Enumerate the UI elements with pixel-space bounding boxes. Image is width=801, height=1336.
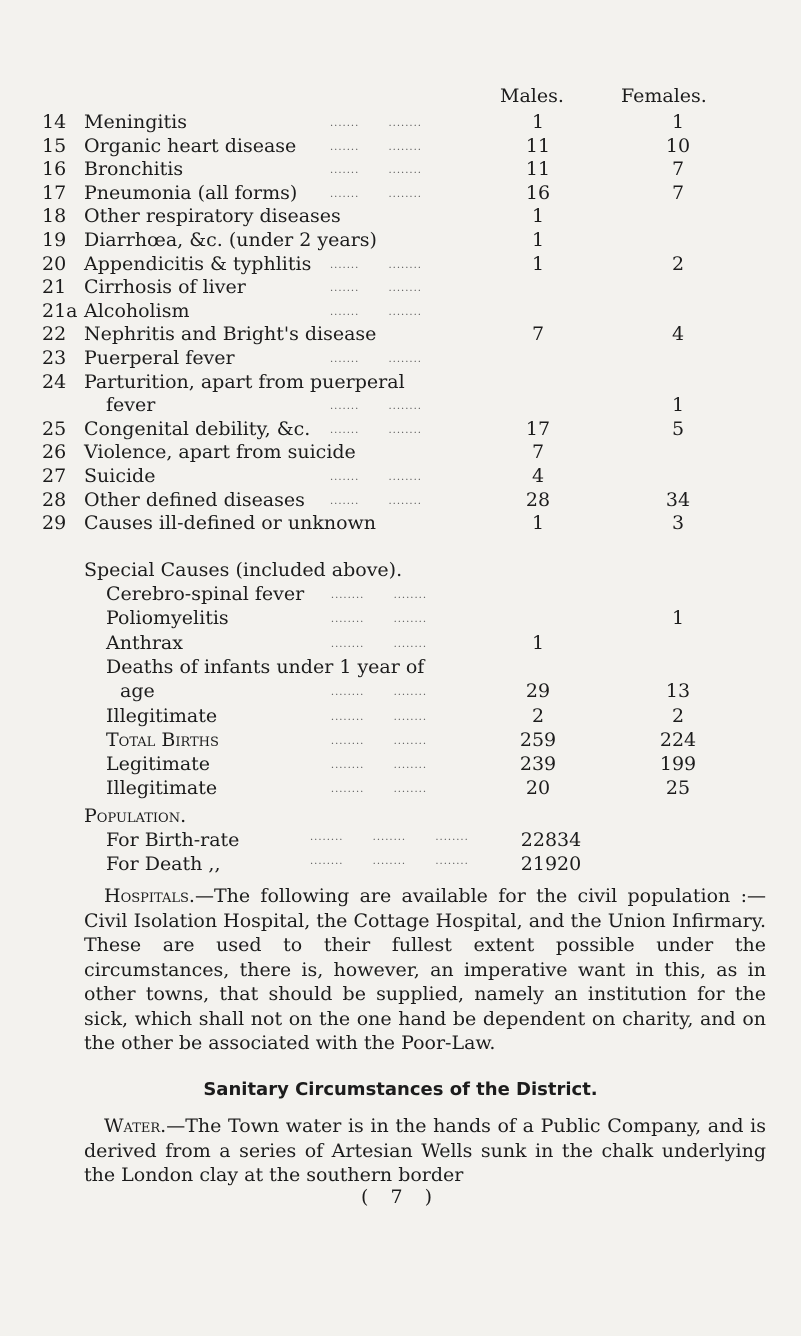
leader-dots: ........ ........ [310, 784, 428, 795]
row-number: 17 [42, 182, 67, 204]
table-row [0, 776, 801, 800]
death-rate-label: For Death ,, [106, 853, 221, 875]
row-label: Puerperal fever [84, 347, 235, 369]
females-value: 7 [671, 182, 685, 204]
males-value: 17 [525, 418, 551, 440]
row-label: fever [106, 394, 156, 416]
water-text: —The Town water is in the hands of a Public Company, and is derived from a series of Artesian Wells sunk in the chalk underlying the London clay at the southern border [84, 1115, 766, 1186]
table-row [0, 511, 801, 535]
row-label: Deaths of infants under 1 year of [106, 656, 425, 678]
page-number: ( 7 ) [361, 1186, 440, 1208]
row-number: 14 [42, 111, 67, 133]
row-number: 27 [42, 465, 67, 487]
females-value: 199 [659, 753, 697, 775]
males-value: 20 [525, 777, 551, 799]
females-value: 2 [671, 253, 685, 275]
leader-dots: ....... ........ [330, 401, 422, 412]
leader-dots: ....... ........ [330, 354, 422, 365]
hospitals-lead: Hospitals. [104, 885, 195, 907]
row-label: Violence, apart from suicide [84, 441, 356, 463]
table-row [0, 275, 801, 299]
males-value: 2 [531, 705, 545, 727]
females-value: 25 [665, 777, 691, 799]
row-label: Legitimate [106, 753, 211, 775]
row-number: 22 [42, 323, 67, 345]
row-label: Other respiratory diseases [84, 205, 341, 227]
row-label: Other defined diseases [84, 489, 305, 511]
table-row [0, 655, 801, 679]
leader-dots: ....... ........ [330, 496, 422, 507]
males-value: 1 [531, 512, 545, 534]
males-value: 1 [531, 229, 545, 251]
birth-rate-label: For Birth-rate [106, 829, 240, 851]
section-heading: Sanitary Circumstances of the District. [203, 1079, 598, 1100]
row-label: Cirrhosis of liver [84, 276, 246, 298]
males-value: 1 [531, 253, 545, 275]
males-value: 259 [519, 729, 557, 751]
table-row [0, 606, 801, 630]
leader-dots: ........ ........ ........ [310, 832, 469, 843]
females-value: 3 [671, 512, 685, 534]
males-value: 28 [525, 489, 551, 511]
row-label: Total Births [106, 729, 219, 751]
row-label: Poliomyelitis [106, 607, 229, 629]
leader-dots: ....... ........ [330, 189, 422, 200]
table-row [0, 752, 801, 776]
males-value: 1 [531, 632, 545, 654]
table-row [0, 440, 801, 464]
row-label: age [120, 680, 155, 702]
leader-dots: ....... ........ [330, 307, 422, 318]
males-value: 7 [531, 441, 545, 463]
row-number: 15 [42, 135, 67, 157]
table-row [0, 464, 801, 488]
row-label: Parturition, apart from puerperal [84, 371, 405, 393]
row-label: Illegitimate [106, 777, 218, 799]
row-number: 18 [42, 205, 67, 227]
leader-dots: ........ ........ [310, 736, 428, 747]
row-number: 19 [42, 229, 67, 251]
males-value: 11 [525, 158, 551, 180]
row-number: 20 [42, 253, 67, 275]
table-row [0, 181, 801, 205]
leader-dots: ........ ........ [310, 639, 428, 650]
row-label: Congenital debility, &c. [84, 418, 311, 440]
females-value: 1 [671, 111, 685, 133]
leader-dots: ....... ........ [330, 425, 422, 436]
table-row [0, 728, 801, 752]
males-value: 1 [531, 111, 545, 133]
leader-dots: ....... ........ [330, 283, 422, 294]
leader-dots: ....... ........ [330, 142, 422, 153]
table-row [0, 134, 801, 158]
females-value: 1 [671, 607, 685, 629]
females-value: 4 [671, 323, 685, 345]
leader-dots: ....... ........ [330, 165, 422, 176]
leader-dots: ........ ........ [310, 687, 428, 698]
table-row [0, 299, 801, 323]
table-row [0, 370, 801, 394]
table-row [0, 679, 801, 703]
row-number: 23 [42, 347, 67, 369]
leader-dots: ....... ........ [330, 118, 422, 129]
table-row [0, 110, 801, 134]
table-row [0, 346, 801, 370]
row-number: 16 [42, 158, 67, 180]
males-value: 4 [531, 465, 545, 487]
row-label: Pneumonia (all forms) [84, 182, 298, 204]
hospitals-paragraph [84, 884, 766, 1056]
leader-dots: ....... ........ [330, 260, 422, 271]
females-value: 2 [671, 705, 685, 727]
row-number: 26 [42, 441, 67, 463]
row-label: Appendicitis & typhlitis [84, 253, 312, 275]
females-value: 13 [665, 680, 691, 702]
females-value: 1 [671, 394, 685, 416]
row-number: 21 [42, 276, 67, 298]
table-row [0, 228, 801, 252]
water-lead: Water. [104, 1115, 167, 1137]
females-value: 224 [659, 729, 697, 751]
males-value: 239 [519, 753, 557, 775]
row-number: 29 [42, 512, 67, 534]
hospitals-text: —The following are available for the civil population :—Civil Isolation Hospital, the Cottage Hospital, and the Union Infirmary. These are used to their fullest extent possible under the circumstances, there is, however, an imperative want in this, as in other towns, that should be supplied, namely an institution for the sick, which shall not on the one hand be dependent on charity, and on the other be associated with the Poor-Law. [84, 885, 766, 1054]
males-value: 7 [531, 323, 545, 345]
males-value: 16 [525, 182, 551, 204]
row-number: 28 [42, 489, 67, 511]
row-number: 25 [42, 418, 67, 440]
leader-dots: ........ ........ ........ [310, 856, 469, 867]
females-value: 10 [665, 135, 691, 157]
males-value: 1 [531, 205, 545, 227]
row-label: Diarrhœa, &c. (under 2 years) [84, 229, 377, 251]
population-title: Population. [84, 805, 187, 827]
table-row [0, 157, 801, 181]
table-row [0, 393, 801, 417]
birth-rate-value: 22834 [520, 829, 582, 851]
females-value: 7 [671, 158, 685, 180]
table-row [0, 252, 801, 276]
row-label: Nephritis and Bright's disease [84, 323, 377, 345]
row-number: 21a [42, 300, 78, 322]
table-row [0, 631, 801, 655]
death-rate-value: 21920 [520, 853, 582, 875]
row-label: Anthrax [106, 632, 183, 654]
leader-dots: ........ ........ [310, 614, 428, 625]
table-row [0, 704, 801, 728]
table-row [0, 582, 801, 606]
leader-dots: ........ ........ [310, 760, 428, 771]
table-row [0, 488, 801, 512]
females-value: 5 [671, 418, 685, 440]
row-label: Organic heart disease [84, 135, 297, 157]
water-paragraph [84, 1114, 766, 1188]
row-label: Bronchitis [84, 158, 184, 180]
leader-dots: ....... ........ [330, 472, 422, 483]
row-number: 24 [42, 371, 67, 393]
table-row [0, 204, 801, 228]
males-value: 11 [525, 135, 551, 157]
leader-dots: ........ ........ [310, 712, 428, 723]
special-causes-title: Special Causes (included above). [84, 559, 403, 581]
table-row [0, 322, 801, 346]
row-label: Illegitimate [106, 705, 218, 727]
leader-dots: ........ ........ [310, 590, 428, 601]
row-label: Cerebro-spinal fever [106, 583, 305, 605]
males-value: 29 [525, 680, 551, 702]
females-value: 34 [665, 489, 691, 511]
females-column-header: Females. [621, 85, 707, 107]
table-row [0, 417, 801, 441]
row-label: Causes ill-defined or unknown [84, 512, 377, 534]
row-label: Suicide [84, 465, 156, 487]
males-column-header: Males. [500, 85, 564, 107]
row-label: Alcoholism [84, 300, 190, 322]
row-label: Meningitis [84, 111, 187, 133]
